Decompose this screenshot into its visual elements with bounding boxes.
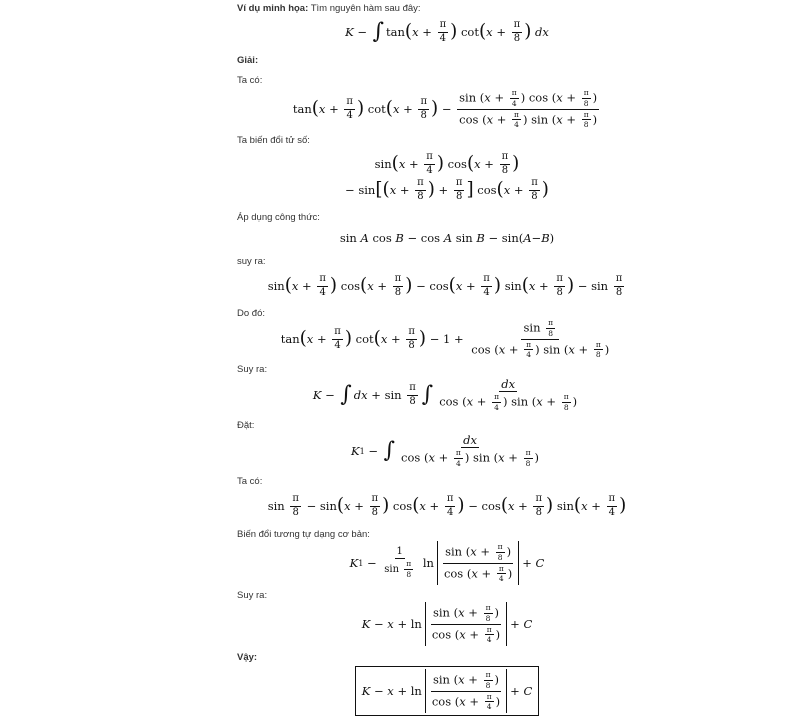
equation-sin-pi-8: sin π 8 − sin ( x + π 8 ) cos ( x + π 4 ) − cos ( x + π 8 ) sin ( x + π 4 ) bbox=[267, 493, 627, 518]
equation-integral-K: K − ∫ tan ( x + π 4 ) cot ( x + π 8 ) dx bbox=[345, 19, 549, 44]
transform-numerator-label: Ta biến đổi tử số: bbox=[237, 135, 310, 146]
example-text: Tìm nguyên hàm sau đây: bbox=[310, 3, 421, 14]
thus-heading: Vậy: bbox=[237, 652, 258, 663]
so-label-1: suy ra: bbox=[237, 256, 266, 267]
equation-K1-result: K 1 − 1 sin $\frac{\pi}{8}$ ln sin (x + $\frac{\pi}{8}$ ) cos (x + $\frac{\pi}{4}$ ) + C bbox=[349, 541, 545, 584]
equation-tan-cot-simplified: tan ( x + π 4 ) cot ( x + π 8 ) − 1 + sin $\frac{\pi}{8}$ cos (x + $\frac{\pi}{4}$ ) sin (x + $\frac{\pi}{8}$ ) bbox=[280, 317, 610, 360]
set-label: Đặt: bbox=[237, 420, 255, 431]
so-label-3: Suy ra: bbox=[237, 590, 268, 601]
final-answer-box: K − x + ln sin (x + $\frac{\pi}{8}$ ) cos (x + $\frac{\pi}{4}$ ) + C bbox=[355, 666, 540, 716]
thus-label bbox=[237, 652, 257, 663]
equation-sine-difference: sin A cos B − cos A sin B − sin( A − B ) bbox=[339, 231, 555, 245]
equation-numerator: sin ( x + π 4 ) cos ( x + π 8 ) bbox=[374, 151, 520, 176]
equation-tan-cot-ratio: tan ( x + π 4 ) cot ( x + π 8 ) − sin (x + $\frac{\pi}{4}$ ) cos (x + $\frac{\pi}{8}$ ) cos (x + $\frac{\pi}{4}$ ) sin (x + $\frac{\pi}{8}$ ) bbox=[292, 87, 598, 130]
so-label-2: Suy ra: bbox=[237, 364, 268, 375]
solution-label bbox=[237, 55, 258, 66]
equation-final-boxed bbox=[237, 667, 657, 715]
equation-K-result: K − x + ln sin (x + $\frac{\pi}{8}$ ) cos (x + $\frac{\pi}{4}$ ) + C bbox=[361, 602, 533, 645]
apply-formula-label: Áp dụng công thức: bbox=[237, 212, 320, 223]
we-have-label-2: Ta có: bbox=[237, 476, 263, 487]
we-have-label-1: Ta có: bbox=[237, 75, 263, 86]
example-bold-label: Ví dụ minh họa: bbox=[237, 3, 309, 14]
equation-K1-definition: K 1 − ∫ dx cos (x + $\frac{\pi}{4}$ ) sin (x + $\frac{\pi}{8}$ ) bbox=[350, 433, 540, 469]
solution-heading: Giải: bbox=[237, 55, 259, 66]
transform-similar-label: Biến đổi tương tự dạng cơ bản: bbox=[237, 529, 370, 540]
equation-K-split: K − ∫ dx + sin π 8 ∫ dx cos (x + $\frac{\pi}{4}$ ) sin (x + $\frac{\pi}{8}$ ) bbox=[312, 377, 578, 413]
equation-numerator-rewrite: − sin [ ( x + π 8 ) + π 8 ] cos ( x + π 8 ) bbox=[345, 177, 549, 202]
example-label bbox=[237, 3, 421, 14]
equation-sine-identity: sin ( x + π 4 ) cos ( x + π 8 ) − cos ( x + π 4 ) sin ( x + π 8 ) − sin π 8 bbox=[267, 273, 623, 298]
therefore-label: Do đó: bbox=[237, 308, 265, 319]
